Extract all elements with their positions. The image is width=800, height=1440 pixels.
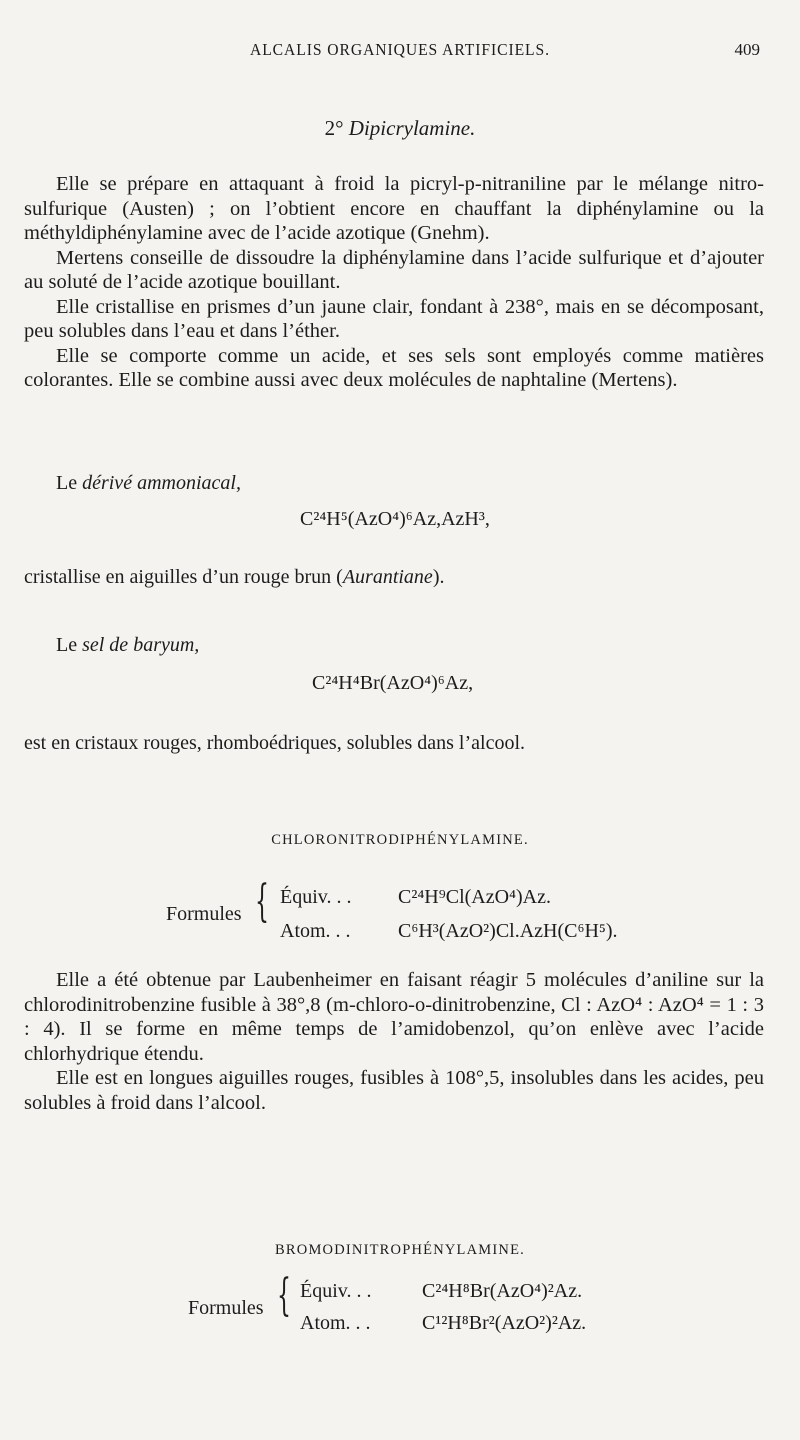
bromo-formulas-label: Formules: [188, 1297, 264, 1319]
bromo-row-equiv-formula: C²⁴H⁸Br(AzO⁴)²Az.: [422, 1280, 583, 1302]
barium-salt-formula: C²⁴H⁴Br(AzO⁴)⁶Az,: [312, 672, 474, 694]
running-head: ALCALIS ORGANIQUES ARTIFICIELS.: [249, 40, 550, 59]
ammonia-derivative-formula: C²⁴H⁵(AzO⁴)⁶Az,AzH³,: [300, 508, 490, 530]
section-title-name: Dipicrylamine.: [348, 116, 476, 140]
bromo-row-atom-kind: Atom. . .: [300, 1312, 371, 1334]
ammonia-derivative-label: [56, 472, 241, 495]
paragraph: Elle a été obtenue par Laubenheimer en faisant réagir 5 molécules d’aniline sur la chlorodinitrobenzine fusible à 38°,8 (m-chloro-o-dinitrobenzine, Cl : AzO⁴ : AzO⁴ = 1 : 3 : 4). Il se forme en même temps de l’amidobenzol, qu’on enlève avec l’acide chlorhydrique étendu.: [24, 969, 764, 1065]
section-title-number: 2°: [324, 116, 344, 140]
bromo-row-atom-formula: C¹²H⁸Br²(AzO²)²Az.: [422, 1312, 587, 1334]
label-italic: sel de baryum,: [82, 634, 200, 656]
paragraph: Elle se prépare en attaquant à froid la picryl-p-nitraniline par le mélange nitro-sulfurique (Austen) ; on l’obtient encore en chauffant la diphénylamine ou la méthyldiphénylamine avec de l’acide azotique (Gnehm).: [24, 173, 764, 244]
chloro-row-equiv-formula: C²⁴H⁹Cl(AzO⁴)Az.: [398, 886, 551, 908]
barium-salt-text: est en cristaux rouges, rhomboédriques, solubles dans l’alcool.: [24, 732, 525, 754]
label-prefix: Le: [56, 472, 83, 494]
label-prefix: Le: [56, 634, 83, 656]
chloro-row-atom-kind: Atom. . .: [280, 920, 351, 942]
chloro-body: [24, 968, 764, 1115]
page-number: 409: [734, 40, 760, 59]
section-title: [0, 116, 800, 141]
chloro-row-atom-formula: C⁶H³(AzO²)Cl.AzH(C⁶H⁵).: [398, 920, 618, 942]
bromo-row-equiv-kind: Équiv. . .: [300, 1280, 372, 1302]
label-italic: dérivé ammoniacal,: [82, 472, 241, 494]
chloro-heading: CHLORONITRODIPHÉNYLAMINE.: [271, 832, 529, 848]
brace-icon: {: [255, 876, 269, 927]
paragraph: Elle est en longues aiguilles rouges, fusibles à 108°,5, insolubles dans les acides, peu solubles à froid dans l’alcool.: [24, 1067, 764, 1114]
bromo-heading: BROMODINITROPHÉNYLAMINE.: [275, 1242, 525, 1258]
chloro-row-equiv-kind: Équiv. . .: [280, 886, 352, 908]
brace-icon: {: [277, 1270, 291, 1321]
dipicrylamine-body: [24, 172, 764, 393]
chloro-formulas-label: Formules: [166, 903, 242, 925]
text-suffix: ).: [432, 566, 445, 588]
paragraph: Elle cristallise en prismes d’un jaune clair, fondant à 238°, mais en se décomposant, peu solubles dans l’eau et dans l’éther.: [24, 295, 764, 342]
barium-salt-label: [56, 634, 199, 657]
ammonia-derivative-text: [24, 566, 444, 589]
paragraph: Mertens conseille de dissoudre la diphénylamine dans l’acide sulfurique et d’ajouter au soluté de l’acide azotique bouillant.: [24, 246, 764, 293]
paragraph: Elle se comporte comme un acide, et ses sels sont employés comme matières colorantes. Elle se combine aussi avec deux molécules de naphtaline (Mertens).: [24, 344, 764, 391]
text-prefix: cristallise en aiguilles d’un rouge brun (: [24, 566, 343, 588]
text-italic: Aurantiane: [342, 566, 433, 588]
